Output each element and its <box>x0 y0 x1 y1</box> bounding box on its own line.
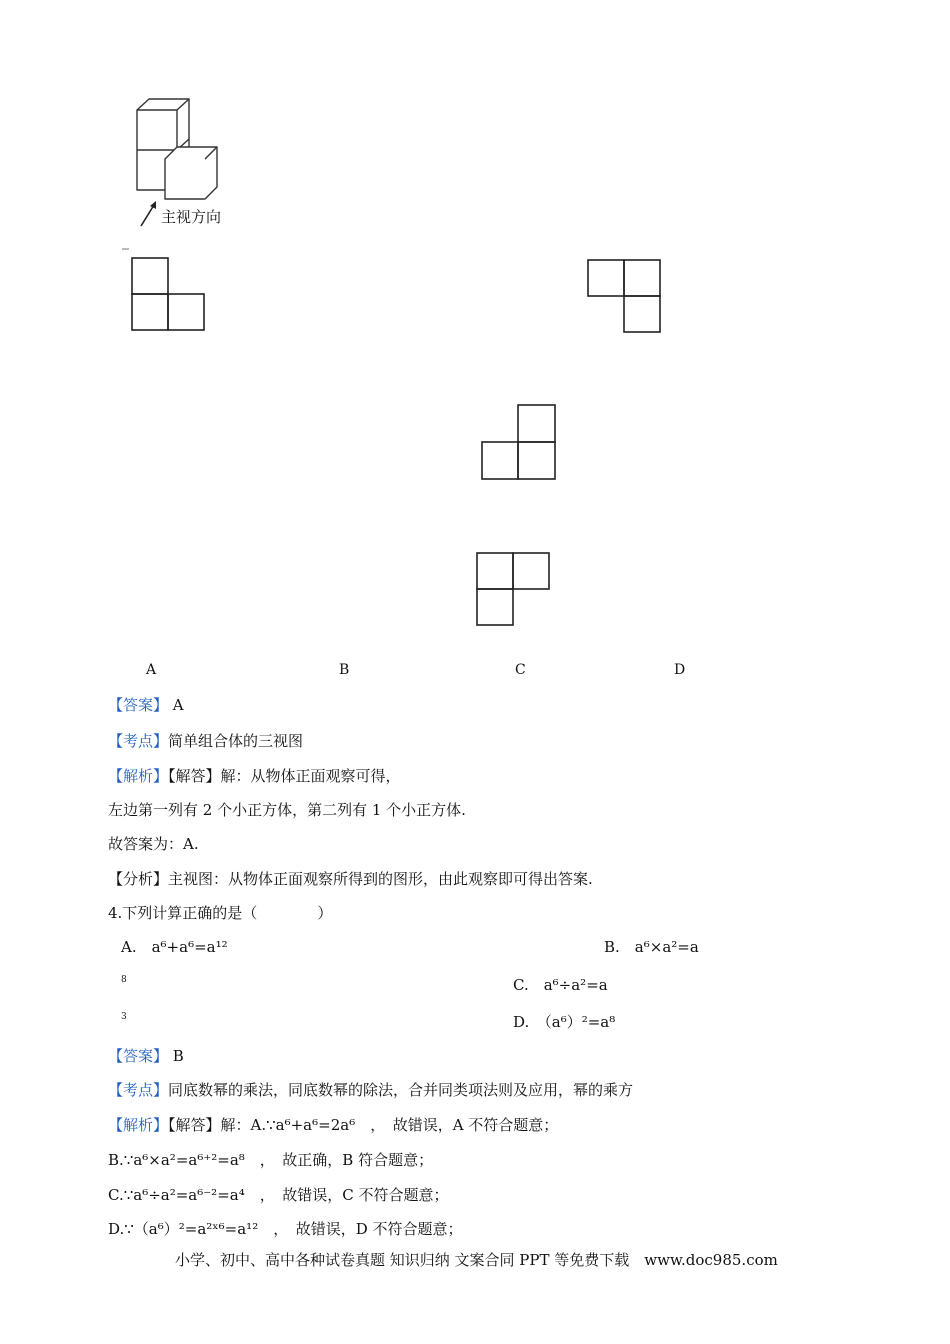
q4-analysis-c: C.∵a⁶÷a²=a⁶⁻²=a⁴ ， 故错误，C 不符合题意； <box>108 1186 449 1204</box>
q4-analysis-b: B.∵a⁶×a²=a⁶⁺²=a⁸ ， 故正确，B 符合题意； <box>108 1151 434 1169</box>
answer-value: B <box>172 1047 184 1065</box>
answer-tag: 【答案】 <box>108 1047 169 1065</box>
analysis-tag: 【解析】 <box>108 1116 169 1134</box>
answer-value: A <box>172 696 184 714</box>
q3-analysis-line-2: 左边第一列有 2 个小正方体，第二列有 1 个小正方体. <box>108 801 466 819</box>
q4-option-b: B. a⁶×a²=a <box>604 938 699 956</box>
option-c-view <box>481 404 557 482</box>
q4-analysis-d: D.∵（a⁶）²=a²ˣ⁶=a¹² ， 故错误，D 不符合题意； <box>108 1220 463 1238</box>
option-label-c: C <box>515 662 526 678</box>
option-b-view <box>587 259 663 335</box>
q4-stray-8: 8 <box>121 975 127 985</box>
analysis-tag: 【解析】 <box>108 767 169 785</box>
point-value: 同底数幂的乘法，同底数幂的除法，合并同类项法则及应用，幂的乘方 <box>168 1081 634 1099</box>
direction-arrow-icon <box>138 200 160 228</box>
q4-option-c: C. a⁶÷a²=a <box>513 976 608 994</box>
q3-analysis-line-3: 故答案为：A. <box>108 835 199 853</box>
q4-stray-3: 3 <box>121 1012 127 1022</box>
stray-mark <box>122 248 129 250</box>
q3-analysis-line <box>108 766 401 786</box>
option-label-a: A <box>146 662 157 678</box>
option-a-view <box>131 257 207 333</box>
q4-stem: 4.下列计算正确的是（ ） <box>108 904 333 922</box>
point-value: 简单组合体的三视图 <box>168 732 304 750</box>
q3-summary: 【分析】主视图：从物体正面观察所得到的图形，由此观察即可得出答案. <box>108 870 593 888</box>
option-d-view <box>476 552 552 628</box>
answer-tag: 【答案】 <box>108 696 169 714</box>
direction-label: 主视方向 <box>161 208 222 226</box>
analysis-text: 【解答】解：从物体正面观察可得， <box>168 767 401 785</box>
point-tag: 【考点】 <box>108 1081 169 1099</box>
q4-option-d: D. （a⁶）²=a⁸ <box>513 1013 616 1031</box>
q4-analysis-line <box>108 1115 558 1135</box>
option-label-d: D <box>674 662 686 678</box>
page-footer: 小学、初中、高中各种试卷真题 知识归纳 文案合同 PPT 等免费下载 www.doc985.com <box>175 1251 778 1269</box>
q4-answer-line <box>108 1046 184 1066</box>
cube-solid-figure <box>125 95 245 205</box>
analysis-text: 【解答】解：A.∵a⁶+a⁶=2a⁶ ， 故错误，A 不符合题意； <box>168 1116 559 1134</box>
q3-answer-line <box>108 695 184 715</box>
q3-point-line <box>108 731 303 751</box>
point-tag: 【考点】 <box>108 732 169 750</box>
q4-option-a: A. a⁶+a⁶=a¹² <box>121 938 228 956</box>
q4-point-line <box>108 1080 633 1100</box>
option-label-b: B <box>339 662 350 678</box>
